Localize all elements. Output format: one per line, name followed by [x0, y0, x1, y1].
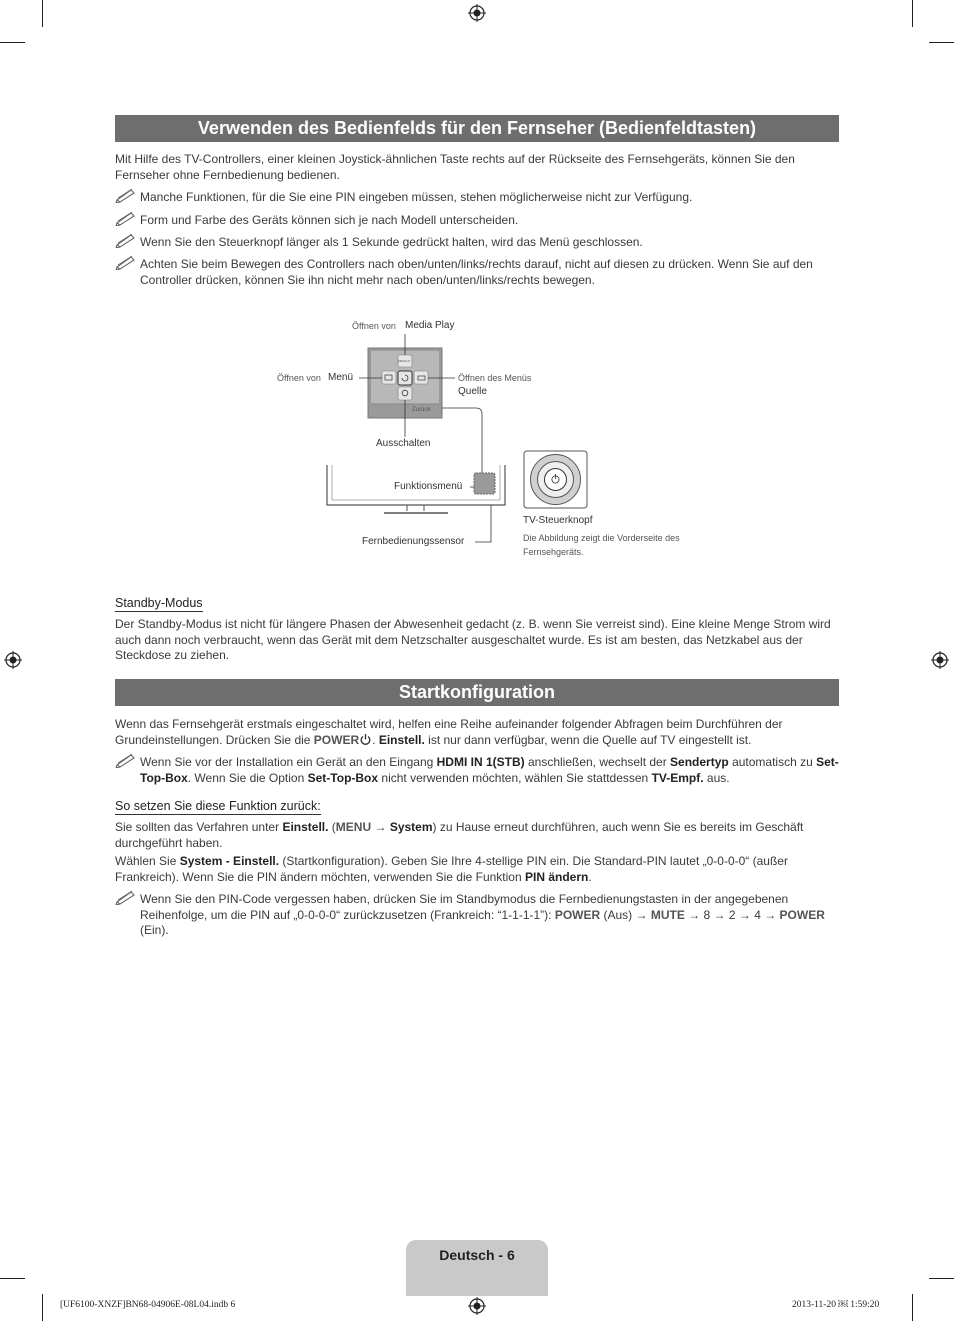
diagram-label-menu: Menü	[328, 372, 354, 383]
power-key: POWER	[313, 732, 360, 747]
pencil-note-icon	[115, 254, 137, 270]
note-text: Form und Farbe des Geräts können sich je nach Modell unterscheiden.	[140, 213, 519, 227]
diagram-label-open-from: Öffnen von	[277, 373, 321, 383]
reset-paragraph: Wählen Sie System - Einstell. (Startkonfiguration). Geben Sie Ihre 4-stellige PIN ein. Die Standard-PIN lautet „0-0-0-0“ (außer Frankreich). Wenn Sie die PIN ändern möchten, verwenden Sie die Funktion PIN ändern.	[115, 854, 788, 884]
note-item	[115, 235, 839, 251]
crop-mark	[0, 1278, 25, 1279]
pencil-note-icon	[115, 210, 137, 226]
standby-paragraph: Der Standby-Modus ist nicht für längere Phasen der Abwesenheit gedacht (z. B. wenn Sie verreist sind). Eine kleine Menge Strom wird auch dann noch verbraucht, wenn das Gerät mit dem Netzschalter ausgeschaltet wurde. Es ist am besten, das Netzkabel aus der Steckdose zu ziehen.	[115, 617, 831, 662]
reset-paragraph: Sie sollten das Verfahren unter Einstell. (MENU → System) zu Hause erneut durchführen, auch wenn Sie es bereits im Geschäft durchgeführt haben.	[115, 820, 804, 850]
note-text: Achten Sie beim Bewegen des Controllers nach oben/unten/links/rechts darauf, nicht auf diesen zu drücken. Wenn Sie auf den Controller drücken, können Sie ihn nicht mehr nach oben/unten/links/rechts bewegen.	[140, 257, 813, 287]
section-title: Verwenden des Bedienfelds für den Fernseher (Bedienfeldtasten)	[115, 115, 839, 142]
intro-paragraph: Mit Hilfe des TV-Controllers, einer kleinen Joystick-ähnlichen Taste rechts auf der Rückseite des Fernsehgeräts, können Sie den Fernseher ohne Fernbedienung bedienen.	[115, 152, 795, 182]
crop-mark	[912, 1294, 913, 1321]
registration-mark-icon	[4, 651, 22, 669]
diagram-label-controller: TV-Steuerknopf	[523, 515, 593, 526]
diagram-label-open-from: Öffnen von	[352, 321, 396, 331]
pencil-note-icon	[115, 232, 137, 248]
diagram-label-remote-sensor: Fernbedienungssensor	[362, 536, 465, 547]
crop-mark	[42, 1294, 43, 1321]
note-item	[115, 213, 839, 229]
diagram-panel-back-label: Zurück	[412, 407, 431, 413]
note-item	[115, 257, 839, 288]
registration-mark-icon	[468, 1297, 486, 1315]
diagram-controller-note: Die Abbildung zeigt die Vorderseite des Fernsehgeräts.	[523, 533, 680, 557]
note-item	[115, 755, 839, 786]
diagram-label-function-menu: Funktionsmenü	[394, 481, 463, 492]
page-number-badge: Deutsch - 6	[406, 1240, 548, 1296]
note-text: Wenn Sie den PIN-Code vergessen haben, drücken Sie im Standbymodus die Fernbedienungstasten in der angegebenen Reihenfolge, um die PIN auf „0-0-0-0“ zurückzusetzen (Frankreich: “1-1-1-1”): POWER (Aus) → MUTE → 8 → 2 → 4 → POWER (Ein).	[140, 892, 825, 937]
note-item	[115, 892, 839, 939]
power-icon	[359, 733, 372, 746]
pencil-note-icon	[115, 752, 137, 768]
diagram-label-power-off: Ausschalten	[376, 438, 431, 449]
registration-mark-icon	[468, 4, 486, 22]
standby-heading: Standby-Modus	[115, 596, 203, 610]
note-text: Wenn Sie den Steuerknopf länger als 1 Sekunde gedrückt halten, wird das Menü geschlossen.	[140, 235, 643, 249]
crop-mark	[0, 42, 25, 43]
section-title: Startkonfiguration	[115, 679, 839, 706]
pencil-note-icon	[115, 889, 137, 905]
diagram-label-media-play: Media Play	[405, 320, 455, 331]
pencil-note-icon	[115, 187, 137, 203]
crop-mark	[42, 0, 43, 27]
crop-mark	[912, 0, 913, 27]
diagram-label-open-source: Öffnen des Menüs	[458, 373, 532, 383]
note-text: Wenn Sie vor der Installation ein Gerät an den Eingang HDMI IN 1(STB) anschließen, wechselt der Sendertyp automatisch zu Set-Top-Box. Wenn Sie die Option Set-Top-Box nicht verwenden möchten, wählen Sie stattdessen TV-Empf. aus.	[140, 755, 839, 785]
reset-heading: So setzen Sie diese Funktion zurück:	[115, 799, 321, 813]
registration-mark-icon	[931, 651, 949, 669]
footer-timestamp: 2013-11-20 ￼ 1:59:20	[792, 1300, 880, 1310]
footer-file-info: [UF6100-XNZF]BN68-04906E-08L04.indb 6	[60, 1300, 236, 1310]
startup-intro: Wenn das Fernsehgerät erstmals eingeschaltet wird, helfen eine Reihe aufeinander folgender Abfragen beim Durchführen der Grundeinstellungen. Drücken Sie die POWER . Einstell. ist nur dann verfügbar, wenn die Quelle auf TV eingestellt ist.	[115, 717, 783, 747]
diagram-panel-top-label: MEDIA.P	[398, 359, 411, 363]
crop-mark	[929, 42, 954, 43]
note-item	[115, 190, 839, 206]
diagram-label-source: Quelle	[458, 386, 487, 397]
note-text: Manche Funktionen, für die Sie eine PIN eingeben müssen, stehen möglicherweise nicht zur Verfügung.	[140, 190, 693, 204]
crop-mark	[929, 1278, 954, 1279]
tv-controller-diagram	[0, 300, 954, 570]
